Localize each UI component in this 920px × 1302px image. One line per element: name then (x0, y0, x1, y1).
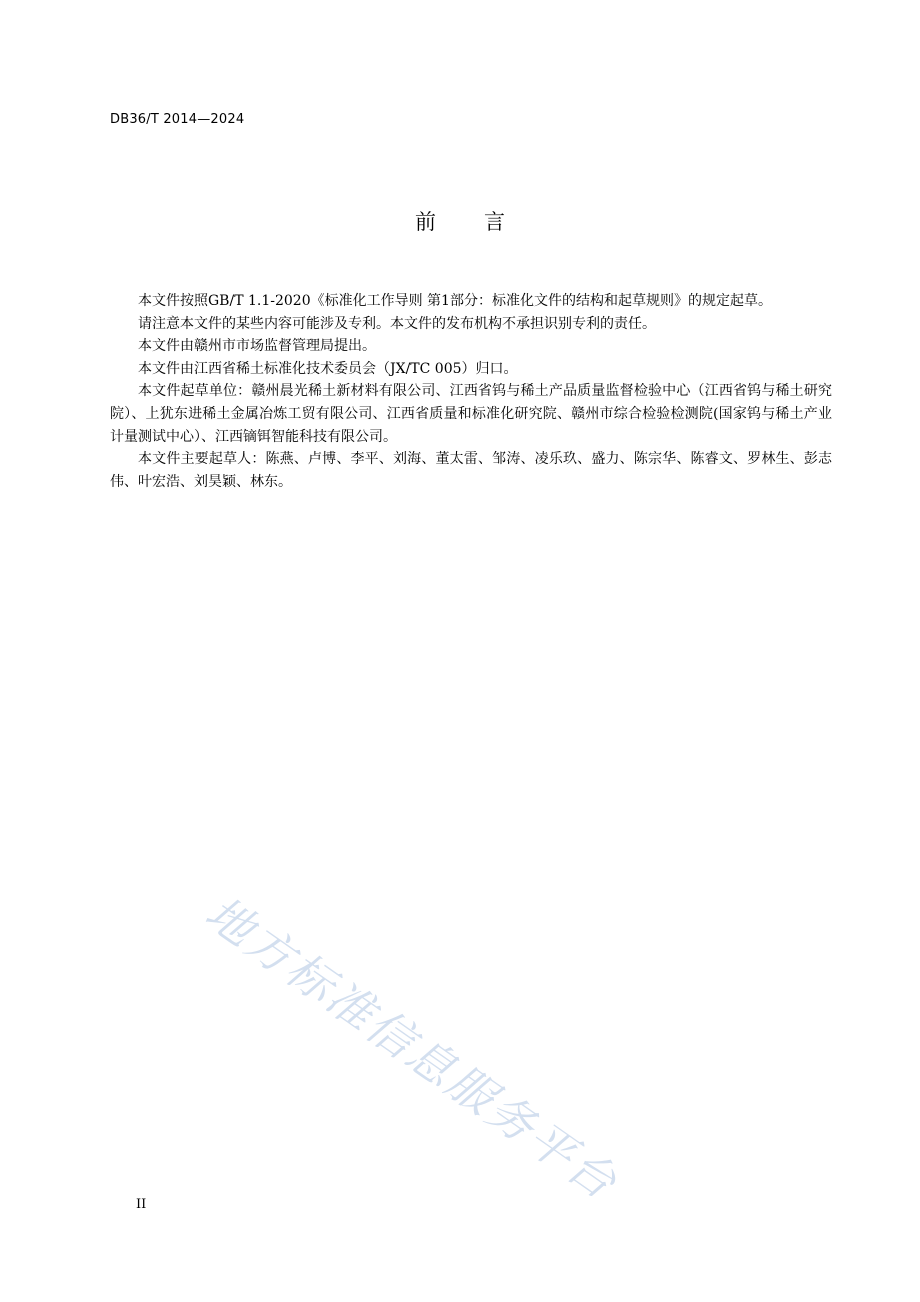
paragraph-patent-notice: 请注意本文件的某些内容可能涉及专利。本文件的发布机构不承担识别专利的责任。 (138, 315, 656, 332)
watermark: 地方标准信息服务平台 (195, 885, 629, 1211)
document-code: DB36/T 2014—2024 (110, 112, 245, 127)
paragraph-drafting-organizations: 本文件起草单位：赣州晨光稀土新材料有限公司、江西省钨与稀土产品质量监督检验中心（江西省钨与稀土研究院）、上犹东进稀土金属冶炼工贸有限公司、江西省质量和标准化研究院、赣州市综合检验检测院(国家钨与稀土产业计量测试中心）、江西镝铒智能科技有限公司。 (110, 383, 832, 445)
page-number: II (136, 1197, 147, 1212)
paragraph-main-drafters: 本文件主要起草人：陈燕、卢博、李平、刘海、董太雷、邹涛、凌乐玖、盛力、陈宗华、陈睿文、罗林生、彭志伟、叶宏浩、刘昊颖、林东。 (110, 451, 832, 490)
foreword-title: 前言 (415, 210, 553, 234)
paragraph-drafting-rules: 本文件按照GB/T 1.1-2020《标准化工作导则 第1部分：标准化文件的结构和起草规则》的规定起草。 (138, 293, 772, 309)
paragraph-technical-committee: 本文件由江西省稀土标准化技术委员会（JX/TC 005）归口。 (138, 360, 518, 377)
foreword-content (110, 290, 832, 493)
paragraph-proposer: 本文件由赣州市市场监督管理局提出。 (138, 338, 376, 355)
